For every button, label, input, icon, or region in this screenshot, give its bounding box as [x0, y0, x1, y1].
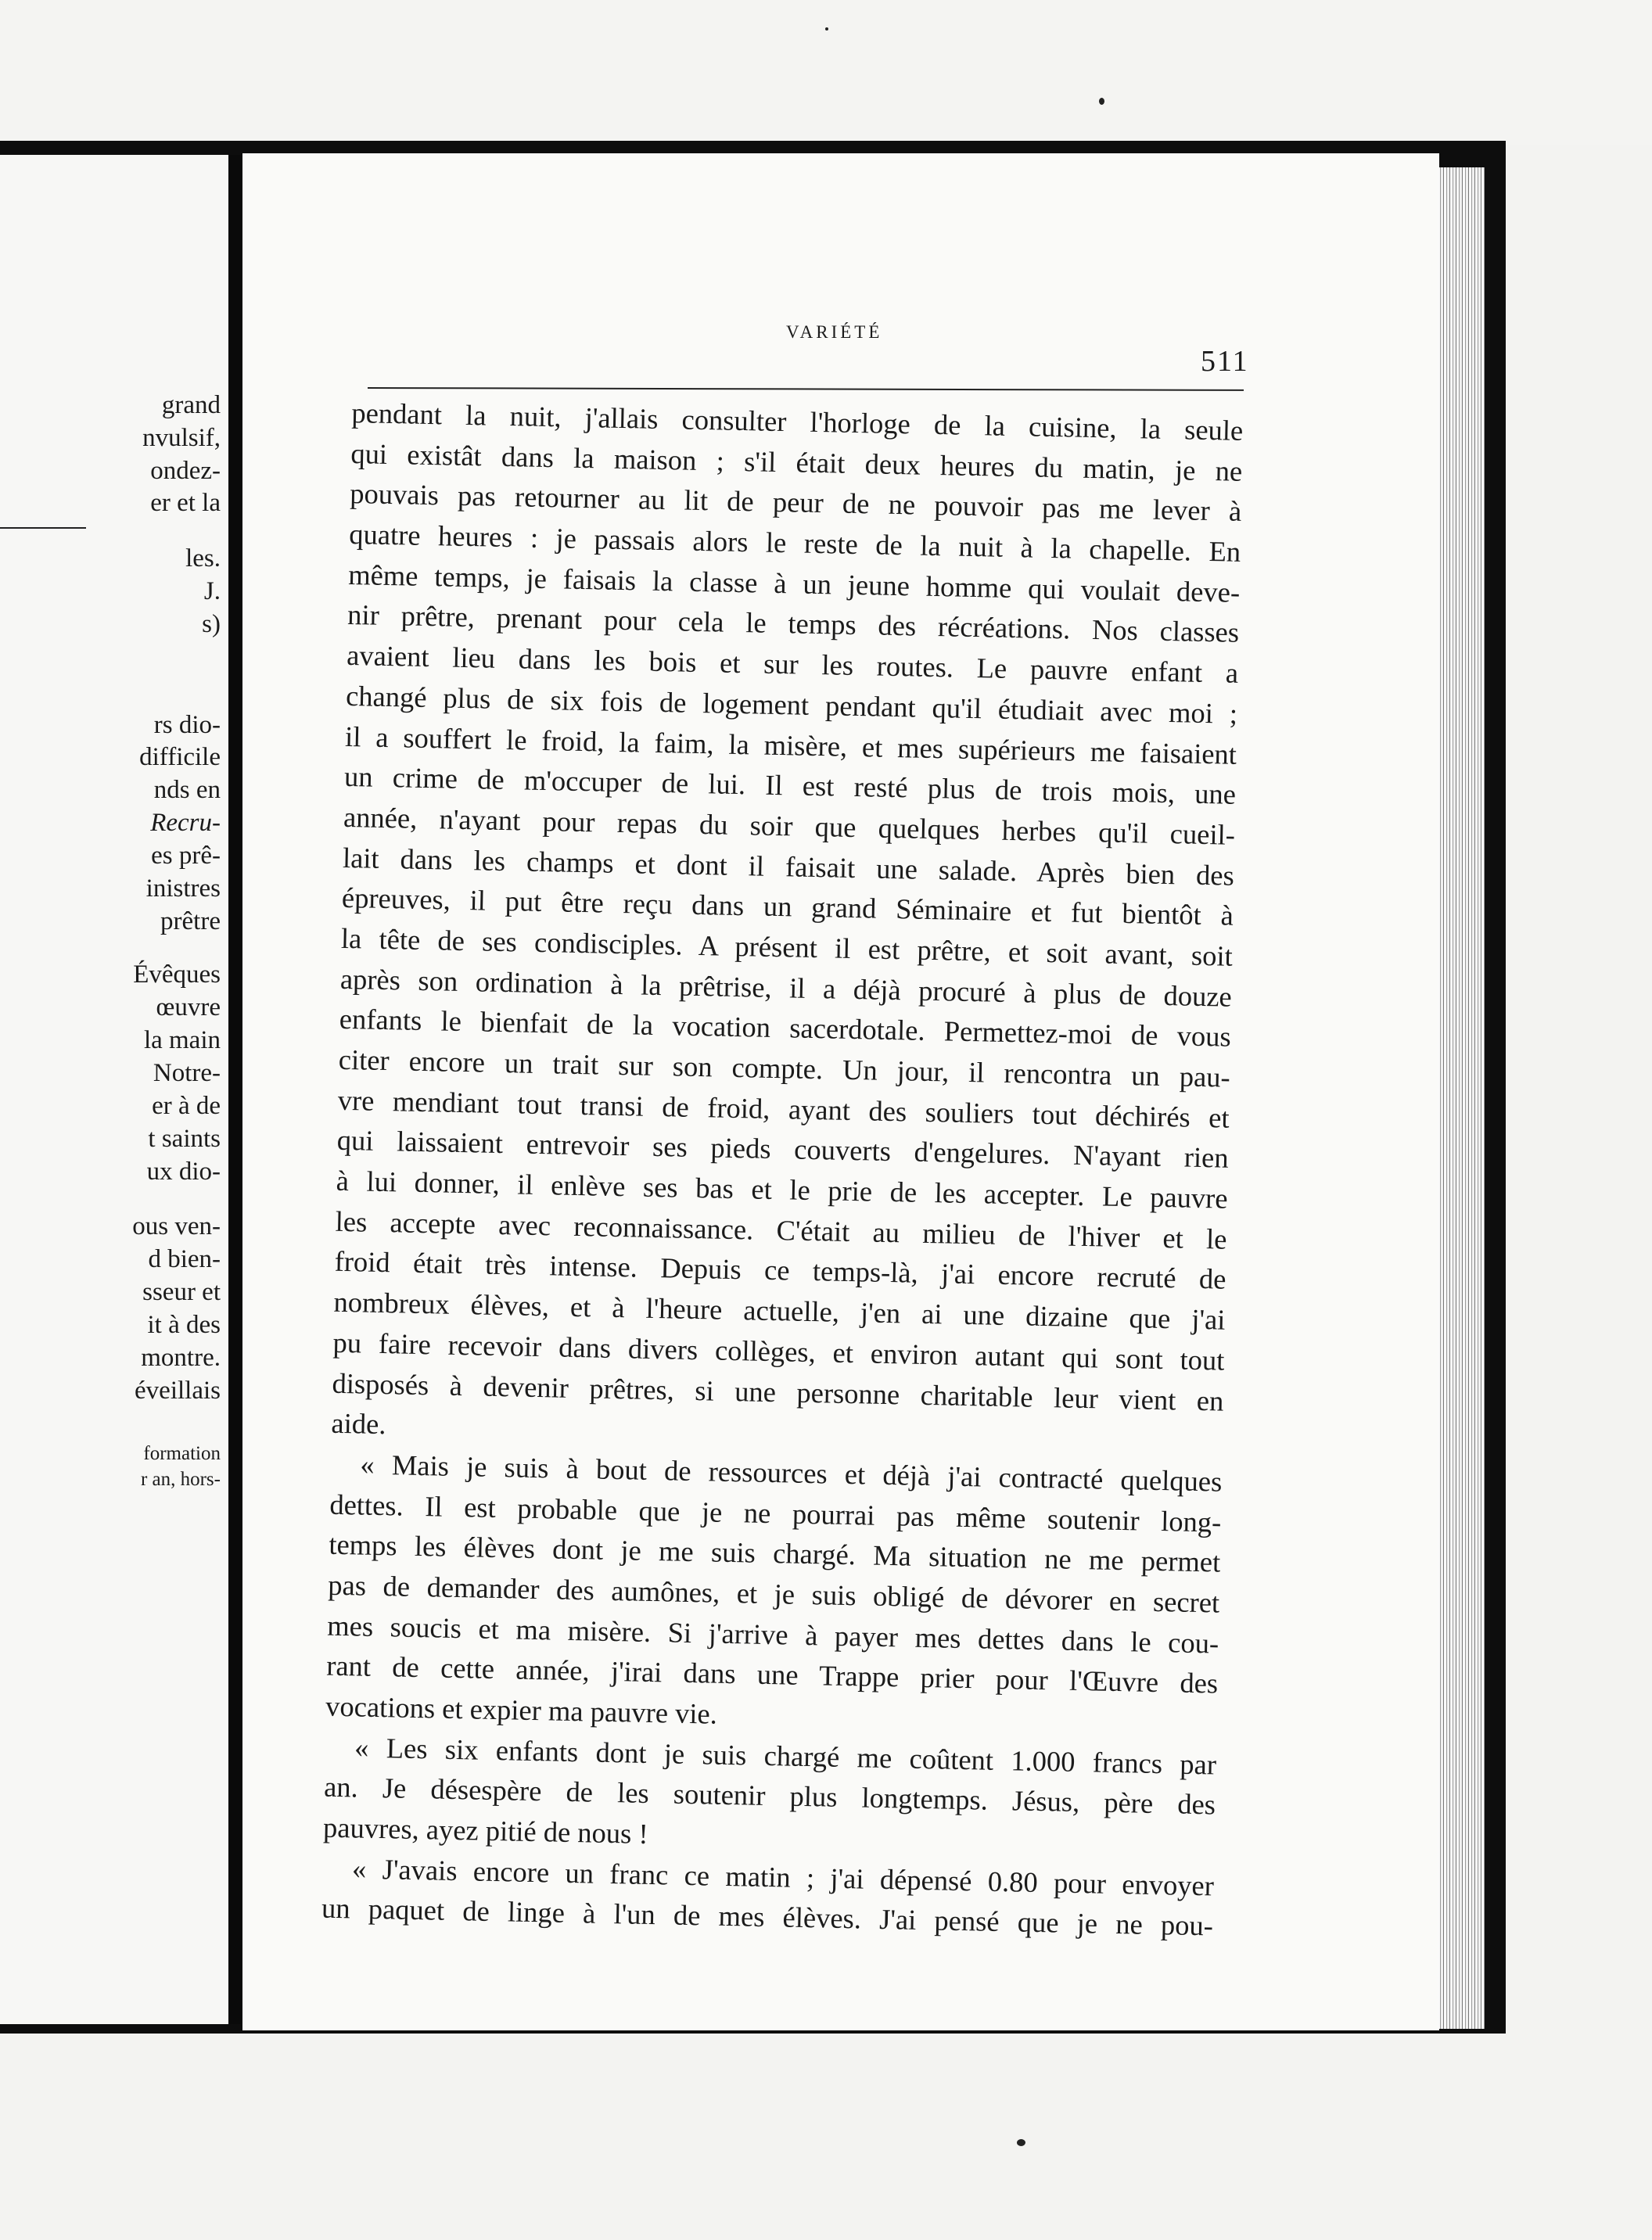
scan-speck [1099, 98, 1104, 105]
left-page-line: montre. [141, 1344, 221, 1372]
text-line: changé plus de six fois de logement pendant qu'il étudiait avec moi ; [345, 679, 1238, 730]
text-line: vocations et expier ma pauvre vie. [325, 1689, 718, 1730]
text-line: « Mais je suis à bout de ressources et déjà j'ai contracté quelques [360, 1448, 1223, 1498]
text-line: an. Je désespère de les soutenir plus longtemps. Jésus, père des [323, 1771, 1216, 1821]
left-page-line: er et la [150, 489, 221, 517]
left-page-footnote-line: formation [143, 1443, 221, 1464]
left-page-line: rs dio- [153, 711, 221, 739]
left-page-line: inistres [145, 874, 221, 903]
text-line: épreuves, il put être reçu dans un grand Séminaire et fut bientôt à [341, 881, 1234, 932]
left-page-line: t saints [148, 1125, 221, 1153]
text-line: un crime de m'occuper de lui. Il est resté plus de trois mois, une [343, 760, 1237, 810]
text-line: avaient lieu dans les bois et sur les routes. Le pauvre enfant a [346, 639, 1239, 689]
left-page-line: ondez- [150, 457, 221, 485]
text-line: la tête de ses condisciples. A présent il est prêtre, et soit avant, soit [340, 921, 1234, 972]
left-page-line: nds en [153, 776, 221, 804]
text-line: pas de demander des aumônes, et je suis obligé de dévorer en secret [327, 1568, 1220, 1619]
left-page-line: it à des [147, 1311, 221, 1339]
left-page-line: difficile [139, 743, 221, 771]
scan-speck [825, 27, 828, 31]
text-line: même temps, je faisais la classe à un jeune homme qui voulait deve- [347, 558, 1241, 608]
body-text [321, 393, 1244, 1947]
text-line: dettes. Il est probable que je ne pourrai pas même soutenir long- [329, 1488, 1222, 1538]
left-page-line: ux dio- [146, 1158, 221, 1186]
text-line: disposés à devenir prêtres, si une personne charitable leur vient en [332, 1366, 1224, 1417]
text-line: année, n'ayant pour repas du soir que quelques herbes qu'il cueil- [343, 800, 1236, 851]
text-line: à lui donner, il enlève ses bas et le prie de les accepter. Le pauvre [336, 1164, 1228, 1215]
text-line: qui existât dans la maison ; s'il était deux heures du matin, je ne [350, 436, 1243, 487]
left-page-header-rule [0, 527, 86, 529]
left-page-line: prêtre [160, 907, 221, 935]
text-line: nombreux élèves, et à l'heure actuelle, j'en ai une dizaine que j'ai [333, 1285, 1226, 1336]
text-line: pu faire recevoir dans divers collèges, et environ autant qui sont tout [332, 1326, 1225, 1377]
left-page-line: sseur et [142, 1278, 221, 1306]
text-line: « J'avais encore un franc ce matin ; j'ai dépensé 0.80 pour envoyer [351, 1852, 1215, 1902]
text-line: nir prêtre, prenant pour cela le temps des récréations. Nos classes [347, 598, 1240, 649]
text-line: les accepte avec reconnaissance. C'était au milieu de l'hiver et le [335, 1204, 1227, 1255]
text-line: aide. [331, 1406, 386, 1441]
left-page-line: Notre- [153, 1059, 221, 1087]
left-page-line: Évêques [133, 960, 221, 989]
left-page-line: la main [143, 1026, 221, 1054]
text-line: qui laissaient entrevoir ses pieds couverts d'engelures. N'ayant rien [336, 1124, 1229, 1175]
text-line: pendant la nuit, j'allais consulter l'horloge de la cuisine, la seule [351, 396, 1244, 447]
text-line: temps les élèves dont je me suis chargé. Ma situation ne me permet [329, 1527, 1221, 1578]
left-page-line: ous ven- [132, 1212, 221, 1240]
text-line: il a souffert le froid, la faim, la misère, et mes supérieurs me faisaient [344, 720, 1237, 770]
left-page-line: grand [161, 391, 221, 419]
running-title: VARIÉTÉ [786, 322, 883, 342]
text-line: enfants le bienfait de la vocation sacerdotale. Permettez-moi de vous [339, 1003, 1232, 1054]
text-line: un paquet de linge à l'un de mes élèves. J'ai pensé que je ne pou- [321, 1892, 1214, 1942]
left-page-line: les. [185, 544, 221, 573]
left-page-line: Recru- [150, 809, 221, 837]
text-line: quatre heures : je passais alors le reste de la nuit à la chapelle. En [348, 518, 1241, 568]
text-line: vre mendiant tout transi de froid, ayant des souliers tout déchirés et [337, 1083, 1230, 1134]
text-line: rant de cette année, j'irai dans une Trappe prier pour l'Œuvre des [325, 1649, 1219, 1700]
left-page-line: s) [202, 610, 221, 638]
left-page-line: nvulsif, [142, 424, 221, 452]
left-page-line: er à de [152, 1092, 221, 1120]
text-line: citer encore un trait sur son compte. Un jour, il rencontra un pau- [338, 1043, 1231, 1093]
text-line: après son ordination à la prêtrise, il a déjà procuré à plus de douze [339, 962, 1233, 1013]
text-line: lait dans les champs et dont il faisait une salade. Après bien des [342, 841, 1235, 892]
page-number: 511 [1201, 345, 1249, 378]
left-page-line: es prê- [151, 842, 221, 870]
left-page-line: œuvre [156, 993, 221, 1021]
text-line: « Les six enfants dont je suis chargé me coûtent 1.000 francs par [354, 1731, 1217, 1781]
text-line: pouvais pas retourner au lit de peur de ne pouvoir pas me lever à [350, 477, 1242, 528]
book-gutter [228, 155, 242, 2024]
left-page [0, 155, 228, 2024]
text-line: froid était très intense. Depuis ce temps-là, j'ai encore recruté de [334, 1245, 1226, 1296]
page-edges [1438, 167, 1485, 2029]
left-page-line: d bien- [148, 1245, 221, 1273]
left-page-line: J. [203, 577, 221, 605]
left-page-line: éveillais [135, 1377, 221, 1405]
left-page-footnote-line: r an, hors- [140, 1469, 221, 1490]
scanner-background [0, 0, 1652, 145]
text-line: pauvres, ayez pitié de nous ! [322, 1811, 649, 1851]
text-line: mes soucis et ma misère. Si j'arrive à payer mes dettes dans le cou- [326, 1609, 1219, 1660]
scan-speck [1017, 2139, 1025, 2146]
